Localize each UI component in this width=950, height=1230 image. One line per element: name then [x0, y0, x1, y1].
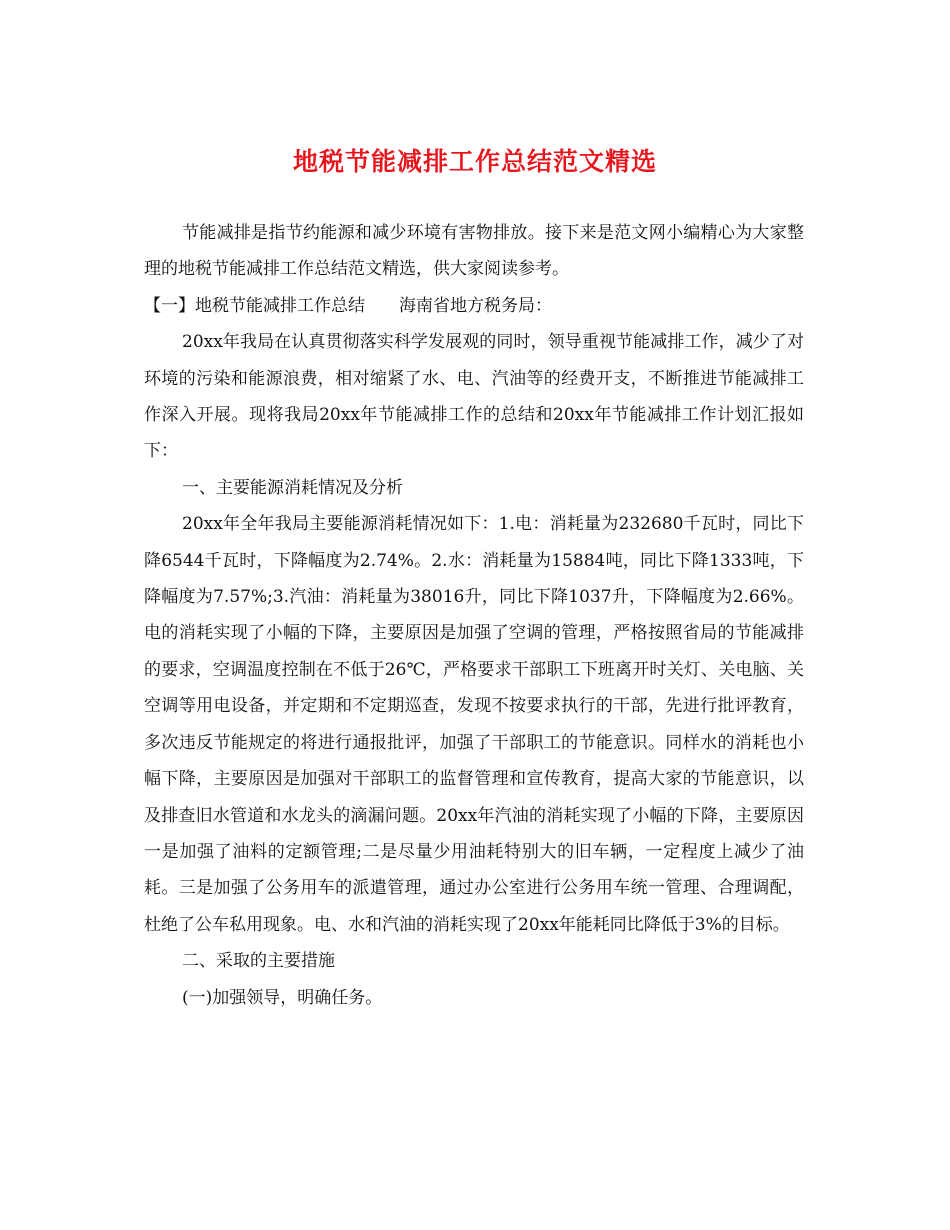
document-body — [144, 215, 804, 1016]
consumption-paragraph: 20xx年全年我局主要能源消耗情况如下：1.电：消耗量为232680千瓦时，同比下降6544千瓦时，下降幅度为2.74%。2.水：消耗量为15884吨，同比下降1333吨，下降幅度为7.57%;3.汽油：消耗量为38016升，同比下降1037升，下降幅度为2.66%。电的消耗实现了小幅的下降，主要原因是加强了空调的管理，严格按照省局的节能减排的要求，空调温度控制在不低于26℃，严格要求干部职工下班离开时关灯、关电脑、关空调等用电设备，并定期和不定期巡查，发现不按要求执行的干部，先进行批评教育，多次违反节能规定的将进行通报批评，加强了干部职工的节能意识。同样水的消耗也小幅下降，主要原因是加强对干部职工的监督管理和宣传教育，提高大家的节能意识，以及排查旧水管道和水龙头的滴漏问题。20xx年汽油的消耗实现了小幅的下降，主要原因一是加强了油料的定额管理;二是尽量少用油耗特别大的旧车辆，一定程度上减少了油耗。三是加强了公务用车的派遣管理，通过办公室进行公务用车统一管理、合理调配，杜绝了公车私用现象。电、水和汽油的消耗实现了20xx年能耗同比降低于3%的目标。 — [144, 514, 804, 935]
part-one-heading: 【一】地税节能减排工作总结 海南省地方税务局： — [144, 295, 552, 316]
section-heading-measures: 二、采取的主要措施 — [182, 951, 335, 972]
section-heading-energy-consumption: 一、主要能源消耗情况及分析 — [182, 477, 403, 498]
measure-item-1: (一)加强领导，明确任务。 — [182, 987, 383, 1008]
overview-paragraph: 20xx年我局在认真贯彻落实科学发展观的同时，领导重视节能减排工作，减少了对环境的污染和能源浪费，相对缩紧了水、电、汽油等的经费开支，不断推进节能减排工作深入开展。现将我局20xx年节能减排工作的总结和20xx年节能减排工作计划汇报如下： — [144, 332, 804, 462]
intro-paragraph: 节能减排是指节约能源和减少环境有害物排放。接下来是范文网小编精心为大家整理的地税节能减排工作总结范文精选，供大家阅读参考。 — [144, 223, 804, 280]
document-title: 地税节能减排工作总结范文精选 — [292, 147, 657, 176]
